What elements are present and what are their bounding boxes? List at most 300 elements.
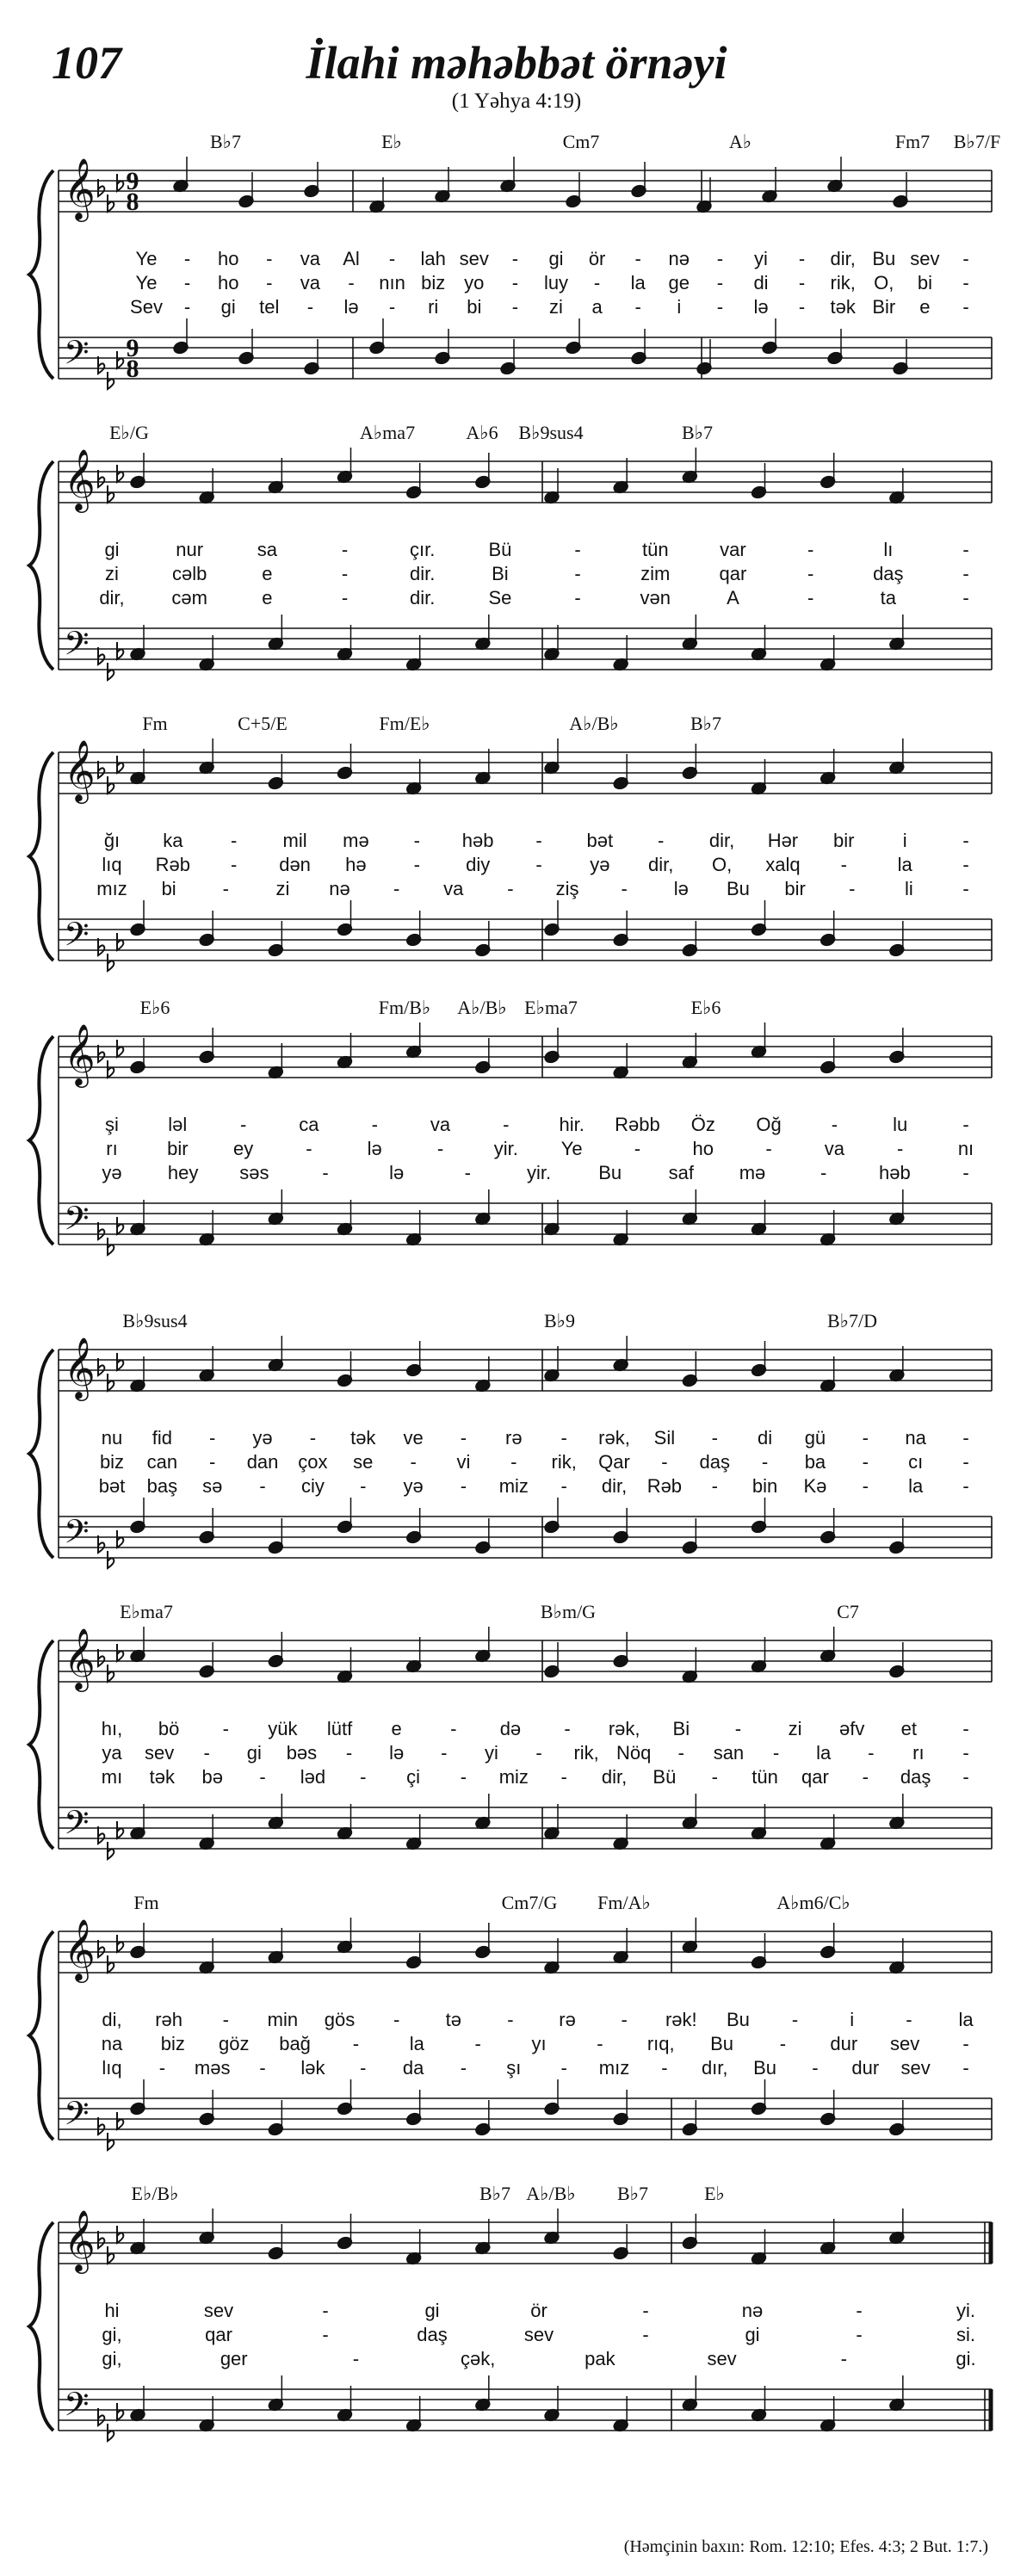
lyric-syllable: diy	[466, 854, 491, 875]
lyric-syllable: -	[962, 2033, 969, 2054]
lyric-syllable: -	[393, 878, 400, 899]
lyric-syllable: mə	[343, 830, 369, 851]
lyric-syllable: rik,	[551, 1451, 577, 1473]
flat-icon	[98, 1940, 104, 1957]
lyric-syllable: ləl	[168, 1114, 188, 1135]
lyric-syllable: -	[231, 854, 238, 875]
lyric-syllable: vi	[456, 1451, 471, 1473]
flat-icon	[117, 174, 123, 191]
lyric-syllable: əfv	[839, 1718, 865, 1739]
time-signature-top: 9	[126, 334, 139, 362]
lyric-syllable: ho	[217, 248, 239, 269]
lyric-syllable: Bu	[598, 1162, 622, 1183]
lyric-syllable: -	[352, 2348, 360, 2369]
chord-symbol: A♭6	[466, 422, 498, 443]
lyric-syllable: -	[341, 587, 349, 608]
lyric-syllable: miz	[498, 1766, 529, 1788]
lyric-syllable: ka	[163, 830, 183, 851]
lyric-syllable: sev	[890, 2033, 920, 2054]
flat-icon	[98, 1535, 104, 1553]
lyric-syllable: min	[267, 2009, 299, 2030]
system-brace	[29, 461, 53, 670]
lyric-syllable: mız	[96, 878, 127, 899]
time-signature-bottom: 8	[126, 188, 139, 216]
lyric-syllable: -	[962, 539, 969, 560]
lyric-syllable: tel	[259, 296, 280, 318]
cross-references: (Həmçinin baxın: Rom. 12:10; Efes. 4:3; 2 But. 1:7.)	[623, 2537, 988, 2556]
lyric-syllable: la	[630, 272, 646, 293]
lyric-syllable: -	[322, 2300, 329, 2321]
lyric-syllable: qar	[801, 1766, 829, 1788]
lyric-syllable: rə	[559, 2009, 576, 2030]
lyric-syllable: -	[158, 2057, 166, 2079]
flat-icon	[108, 2424, 114, 2441]
lyric-syllable: i	[902, 830, 907, 851]
lyric-syllable: ge	[668, 272, 690, 293]
lyric-syllable: ta	[880, 587, 896, 608]
flat-icon	[117, 1644, 123, 1661]
flat-icon	[117, 1935, 123, 1952]
lyric-syllable: lək	[300, 2057, 325, 2079]
lyric-syllable: -	[309, 1427, 317, 1449]
flat-icon	[98, 1358, 104, 1375]
system-brace	[29, 1350, 53, 1558]
flat-icon	[98, 2408, 104, 2425]
lyric-syllable: -	[345, 1742, 353, 1764]
lyric-syllable: -	[460, 2057, 467, 2079]
lyric-syllable: va	[430, 1114, 451, 1135]
lyric-syllable: -	[441, 1742, 448, 1764]
lyric-syllable: -	[231, 830, 238, 851]
lyric-syllable: hi	[104, 2300, 120, 2321]
lyric-syllable: fid	[152, 1427, 172, 1449]
lyric-syllable: -	[560, 1475, 567, 1497]
lyric-syllable: ca	[299, 1114, 319, 1135]
lyric-syllable: -	[183, 248, 191, 269]
flat-icon	[98, 647, 104, 664]
lyric-syllable: -	[560, 1766, 567, 1788]
lyric-syllable: -	[239, 1114, 247, 1135]
lyric-syllable: -	[410, 1451, 417, 1473]
lyric-syllable: yı	[531, 2033, 547, 2054]
lyric-syllable: -	[791, 2009, 799, 2030]
lyric-syllable: -	[820, 1162, 827, 1183]
chord-symbol: E♭6	[690, 997, 721, 1018]
lyric-syllable: nı	[957, 1138, 974, 1159]
lyric-syllable: bir	[784, 878, 806, 899]
chord-symbol: B♭9	[543, 1310, 576, 1331]
lyric-syllable: -	[413, 854, 420, 875]
flat-icon	[98, 1222, 104, 1239]
lyric-syllable: həb	[878, 1162, 911, 1183]
lyric-syllable: lütf	[326, 1718, 353, 1739]
lyric-syllable: sev	[523, 2324, 554, 2345]
lyric-syllable: hı,	[101, 1718, 123, 1739]
lyric-syllable: Bir	[872, 296, 896, 318]
lyric-syllable: na	[905, 1427, 926, 1449]
flat-icon	[108, 1238, 114, 1255]
lyric-syllable: -	[413, 830, 420, 851]
lyric-syllable: ri	[428, 296, 439, 318]
lyric-syllable: çi	[406, 1766, 421, 1788]
lyric-syllable: sev	[203, 2300, 234, 2321]
lyric-syllable: Bu	[727, 878, 750, 899]
lyric-syllable: -	[711, 1475, 718, 1497]
lyric-syllable: çox	[298, 1451, 328, 1473]
bass-clef-icon: 𝄢	[64, 1803, 90, 1850]
chord-symbol: B♭7	[616, 2183, 649, 2204]
time-signature-top: 9	[126, 167, 139, 195]
lyric-syllable: -	[661, 2057, 668, 2079]
lyric-syllable: ho	[217, 272, 239, 293]
lyric-syllable: gi	[424, 2300, 440, 2321]
treble-clef-icon: 𝄞	[64, 1918, 96, 1980]
lyric-syllable: sə	[202, 1475, 223, 1497]
lyric-syllable: -	[962, 1718, 969, 1739]
lyric-syllable: -	[322, 2324, 329, 2345]
hymn-number: 107	[52, 37, 121, 89]
chord-symbol: A♭/B♭	[526, 2183, 576, 2204]
lyric-syllable: sev	[707, 2348, 737, 2369]
lyric-syllable: nu	[101, 1427, 123, 1449]
lyric-syllable: -	[597, 2033, 603, 2054]
lyric-syllable: Öz	[690, 1114, 715, 1135]
treble-clef-icon: 𝄞	[64, 1022, 96, 1085]
lyric-syllable: Rəb	[646, 1475, 683, 1497]
flat-icon	[117, 2403, 123, 2420]
lyric-syllable: tək	[830, 296, 856, 318]
lyric-syllable: luy	[543, 272, 569, 293]
chord-symbol: E♭	[381, 131, 402, 152]
chord-symbol: Fm/B♭	[378, 997, 431, 1018]
chord-symbol: Fm	[133, 1892, 159, 1913]
lyric-syllable: dir,	[830, 248, 856, 269]
lyric-syllable: la	[958, 2009, 974, 2030]
lyric-syllable: gü	[804, 1427, 826, 1449]
lyric-syllable: -	[962, 854, 969, 875]
lyric-syllable: Sil	[653, 1427, 676, 1449]
lyric-syllable: i	[850, 2009, 855, 2030]
hymn-title: İlahi məhəbbət örnəyi	[306, 37, 727, 89]
chord-symbol: A♭/B♭	[457, 997, 507, 1018]
lyric-syllable: dir.	[410, 563, 436, 584]
lyric-syllable: -	[360, 1475, 367, 1497]
lyric-syllable: şı	[506, 2057, 522, 2079]
lyric-syllable: -	[507, 878, 514, 899]
chord-symbol: B♭7	[681, 422, 714, 443]
lyric-syllable: -	[761, 1451, 769, 1473]
lyric-syllable: rik,	[830, 272, 856, 293]
lyric-syllable: ya	[102, 1742, 122, 1764]
lyric-syllable: Sev	[130, 296, 163, 318]
chord-symbol: Fm/E♭	[379, 713, 430, 734]
lyric-syllable: tün	[752, 1766, 778, 1788]
lyric-syllable: gös	[324, 2009, 356, 2030]
lyric-syllable: bi	[467, 296, 482, 318]
lyric-syllable: -	[306, 1138, 312, 1159]
lyric-syllable: ve	[403, 1427, 424, 1449]
lyric-syllable: -	[962, 272, 969, 293]
lyric-syllable: la	[409, 2033, 424, 2054]
lyric-syllable: -	[962, 1475, 969, 1497]
lyric-syllable: -	[661, 1451, 668, 1473]
flat-icon	[117, 2112, 123, 2129]
lyric-syllable: gi,	[102, 2348, 122, 2369]
flat-icon	[117, 465, 123, 482]
flat-icon	[108, 1060, 114, 1078]
lyric-syllable: qar	[205, 2324, 232, 2345]
lyric-syllable: -	[511, 272, 519, 293]
lyric-syllable: -	[634, 296, 641, 318]
flat-icon	[117, 1821, 123, 1838]
lyric-syllable: bət	[586, 830, 614, 851]
flat-icon	[108, 776, 114, 794]
chord-symbol: A♭ma7	[359, 422, 416, 443]
lyric-syllable: da	[402, 2057, 424, 2079]
lyric-syllable: yir.	[526, 1162, 552, 1183]
lyric-syllable: dan	[246, 1451, 279, 1473]
lyric-syllable: bi	[161, 878, 176, 899]
lyric-syllable: biz	[99, 1451, 125, 1473]
lyric-syllable: zi	[105, 563, 119, 584]
lyric-syllable: -	[352, 2033, 360, 2054]
lyric-syllable: -	[574, 563, 581, 584]
lyric-syllable: va	[300, 272, 321, 293]
lyric-syllable: -	[266, 248, 273, 269]
lyric-syllable: ziş	[555, 878, 579, 899]
lyric-syllable: ey	[232, 1138, 254, 1159]
lyric-syllable: dır,	[701, 2057, 728, 2079]
lyric-syllable: Bu	[710, 2033, 734, 2054]
lyric-syllable: vən	[640, 587, 671, 608]
lyric-syllable: -	[535, 1742, 542, 1764]
lyric-syllable: bağ	[279, 2033, 311, 2054]
chord-symbol: Fm/A♭	[597, 1892, 651, 1913]
lyric-syllable: cəm	[171, 587, 207, 608]
lyric-syllable: gi,	[102, 2324, 122, 2345]
lyric-syllable: A	[727, 587, 739, 608]
chord-symbol: E♭/G	[109, 422, 149, 443]
treble-clef-icon: 𝄞	[64, 2208, 96, 2271]
lyric-syllable: -	[711, 1766, 718, 1788]
lyric-syllable: ğı	[103, 830, 121, 851]
lyric-syllable: -	[574, 539, 581, 560]
bass-clef-icon: 𝄢	[64, 1199, 90, 1245]
lyric-syllable: Bu	[872, 248, 896, 269]
chord-symbol: B♭7	[479, 2183, 511, 2204]
lyric-syllable: bir	[167, 1138, 189, 1159]
lyric-syllable: -	[222, 1718, 229, 1739]
lyric-syllable: di	[758, 1427, 773, 1449]
lyric-syllable: -	[807, 563, 814, 584]
lyric-syllable: gi	[220, 296, 236, 318]
lyric-syllable: di,	[102, 2009, 122, 2030]
chord-symbol: E♭ma7	[120, 1601, 173, 1622]
flat-icon	[108, 485, 114, 503]
lyric-syllable: -	[388, 296, 396, 318]
lyric-syllable: -	[621, 2009, 628, 2030]
lyric-syllable: yo	[464, 272, 485, 293]
treble-clef-icon: 𝄞	[64, 1627, 96, 1690]
lyric-syllable: -	[593, 272, 601, 293]
chord-symbol: B♭9sus4	[518, 422, 584, 443]
chord-symbol: Cm7/G	[501, 1892, 558, 1913]
lyric-syllable: Kə	[803, 1475, 827, 1497]
lyric-syllable: -	[856, 2324, 863, 2345]
lyric-syllable: Ye	[135, 272, 158, 293]
lyric-syllable: -	[658, 830, 665, 851]
lyric-syllable: -	[634, 248, 641, 269]
flat-icon	[117, 1040, 123, 1057]
lyric-syllable: Ye	[135, 248, 158, 269]
lyric-syllable: di	[753, 272, 769, 293]
flat-icon	[117, 1217, 123, 1234]
lyric-syllable: -	[621, 878, 628, 899]
lyric-syllable: -	[849, 878, 856, 899]
flat-icon	[98, 1826, 104, 1844]
lyric-syllable: rəh	[155, 2009, 183, 2030]
lyric-syllable: -	[259, 1766, 266, 1788]
lyric-syllable: nın	[379, 272, 405, 293]
lyric-syllable: daş	[699, 1451, 730, 1473]
lyric-syllable: Se	[488, 587, 512, 608]
flat-icon	[108, 663, 114, 680]
lyric-syllable: -	[511, 248, 519, 269]
lyric-syllable: rək,	[608, 1718, 640, 1739]
lyric-syllable: sev	[459, 248, 489, 269]
flat-icon	[108, 1551, 114, 1568]
lyric-syllable: -	[962, 296, 969, 318]
lyric-syllable: -	[798, 272, 806, 293]
lyric-syllable: -	[868, 1742, 875, 1764]
lyric-syllable: -	[862, 1427, 869, 1449]
lyric-syllable: -	[360, 2057, 367, 2079]
lyric-syllable: -	[962, 587, 969, 608]
lyric-syllable: dir,	[601, 1766, 628, 1788]
lyric-syllable: Hər	[767, 830, 799, 851]
chord-symbol: B♭9sus4	[122, 1310, 188, 1331]
lyric-syllable: sev	[144, 1742, 175, 1764]
lyric-syllable: la	[816, 1742, 832, 1764]
lyric-syllable: -	[560, 1427, 567, 1449]
lyric-syllable: Rəb	[155, 854, 191, 875]
lyric-syllable: gi	[745, 2324, 760, 2345]
lyric-syllable: dur	[851, 2057, 880, 2079]
lyric-syllable: dir,	[648, 854, 674, 875]
bass-clef-icon: 𝄢	[64, 915, 90, 961]
lyric-syllable: Qar	[598, 1451, 630, 1473]
chord-symbol: B♭7/D	[826, 1310, 878, 1331]
flat-icon	[108, 1842, 114, 1859]
system-brace	[29, 1931, 53, 2140]
lyric-syllable: -	[507, 2009, 514, 2030]
lyric-syllable: mı	[101, 1766, 123, 1788]
lyric-syllable: rə	[505, 1427, 523, 1449]
lyric-syllable: lu	[893, 1114, 908, 1135]
lyric-syllable: miz	[498, 1475, 529, 1497]
lyric-syllable: -	[560, 2057, 567, 2079]
lyric-syllable: lə	[753, 296, 769, 318]
lyric-syllable: -	[564, 1718, 571, 1739]
lyric-syllable: yə	[102, 1162, 122, 1183]
lyric-syllable: lə	[343, 296, 359, 318]
lyric-syllable: va	[300, 248, 321, 269]
lyric-syllable: -	[642, 2324, 649, 2345]
lyric-syllable: çır.	[410, 539, 436, 560]
lyric-syllable: səs	[239, 1162, 269, 1183]
lyric-syllable: -	[341, 539, 349, 560]
lyric-syllable: daş	[417, 2324, 448, 2345]
lyric-syllable: hir.	[559, 1114, 585, 1135]
lyric-syllable: sev	[910, 248, 940, 269]
lyric-syllable: -	[474, 2033, 481, 2054]
lyric-syllable: Ye	[560, 1138, 583, 1159]
lyric-syllable: -	[393, 2009, 400, 2030]
lyric-syllable: mə	[739, 1162, 766, 1183]
lyric-syllable: biz	[421, 272, 446, 293]
lyric-syllable: rı	[106, 1138, 118, 1159]
lyric-syllable: -	[711, 1427, 718, 1449]
lyric-syllable: -	[464, 1162, 471, 1183]
lyric-syllable: bir	[833, 830, 855, 851]
lyric-syllable: mil	[282, 830, 307, 851]
lyric-syllable: rik,	[573, 1742, 599, 1764]
lyric-syllable: yə	[252, 1427, 273, 1449]
lyric-syllable: çək,	[460, 2348, 496, 2369]
lyric-syllable: ləd	[300, 1766, 326, 1788]
bass-clef-icon: 𝄢	[64, 1512, 90, 1559]
lyric-syllable: si.	[956, 2324, 975, 2345]
lyric-syllable: tək	[149, 1766, 176, 1788]
lyric-syllable: na	[101, 2033, 123, 2054]
lyric-syllable: -	[962, 1451, 969, 1473]
lyric-syllable: -	[962, 1742, 969, 1764]
lyric-syllable: Bu	[727, 2009, 750, 2030]
lyric-syllable: -	[772, 1742, 780, 1764]
flat-icon	[117, 642, 123, 659]
flat-icon	[117, 756, 123, 773]
lyric-syllable: ho	[692, 1138, 714, 1159]
lyric-syllable: zi	[788, 1718, 802, 1739]
lyric-syllable: lə	[389, 1162, 405, 1183]
flat-icon	[108, 372, 114, 389]
lyric-syllable: e	[262, 563, 273, 584]
lyric-syllable: e	[391, 1718, 402, 1739]
flat-icon	[117, 1530, 123, 1547]
lyric-syllable: -	[765, 1138, 772, 1159]
lyric-syllable: -	[460, 1427, 467, 1449]
lyric-syllable: se	[353, 1451, 374, 1473]
lyric-syllable: hə	[345, 854, 367, 875]
flat-icon	[117, 933, 123, 950]
flat-icon	[108, 954, 114, 971]
lyric-syllable: ör	[588, 248, 606, 269]
lyric-syllable: -	[862, 1451, 869, 1473]
lyric-syllable: yə	[403, 1475, 424, 1497]
chord-symbol: Fm	[142, 713, 168, 734]
lyric-syllable: dir.	[410, 587, 436, 608]
lyric-syllable: -	[574, 587, 581, 608]
lyric-syllable: -	[962, 878, 969, 899]
chord-symbol: C7	[837, 1601, 859, 1622]
lyric-syllable: gi	[104, 539, 120, 560]
lyric-syllable: var	[720, 539, 746, 560]
system-brace	[29, 2222, 53, 2431]
lyric-syllable: dən	[279, 854, 311, 875]
lyric-syllable: -	[511, 296, 519, 318]
lyric-syllable: san	[713, 1742, 745, 1764]
lyric-syllable: gi	[246, 1742, 262, 1764]
